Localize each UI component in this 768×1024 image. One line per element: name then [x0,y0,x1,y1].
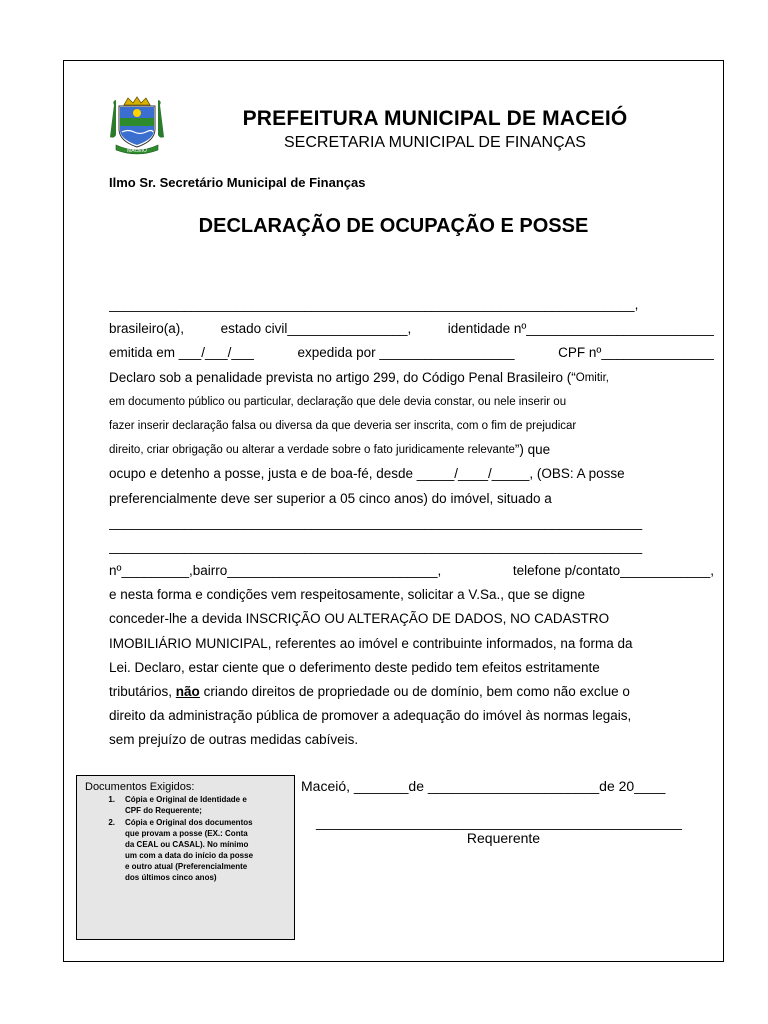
quote-segment: fazer inserir declaração falsa ou diversa da que deveria ser inscrita, com o fim de prejudicar [109,419,577,432]
name-blank: ______________________________________________________________________, [109,297,639,312]
body-line [109,607,714,631]
body-line [109,293,714,317]
civil-status-blank: estado civil________________, [220,321,412,337]
declaration-body [109,293,714,753]
body-line [109,656,714,680]
cpf-blank: CPF nº_______________ [558,345,714,361]
body-text-segment: tributários, [109,684,173,699]
list-item-number: 1. [108,795,115,804]
id-number-blank: identidade nº_________________________ [447,321,714,337]
body-line [109,414,714,438]
body-text-segment: criando direitos de propriedade ou de domínio, bem como não exclue o [203,684,630,699]
body-text-segment: IMOBILIÁRIO MUNICIPAL, referentes ao imóvel e contribuinte informados, na forma da [109,635,633,651]
body-line [109,583,714,607]
signature-label: Requerente [466,830,541,846]
body-text-segment: ”) que [514,442,551,458]
body-line [109,535,714,559]
address-blank: _______________________________________________________________________ [109,514,643,530]
body-text-segment: Declaro sob a penalidade prevista no artigo 299, do Código Penal Brasileiro (“ [109,369,576,385]
body-line [109,632,714,656]
required-documents-list [85,794,288,883]
address-blank: _______________________________________________________________________ [109,538,643,554]
body-line [109,559,714,583]
body-line [109,728,714,752]
body-text-segment: conceder-lhe a devida INSCRIÇÃO OU ALTERAÇÃO DE DADOS, NO CADASTRO [109,611,610,627]
required-documents-box [76,775,295,940]
list-item-text: Cópia e Original de Identidade e CPF do Requerente; [125,795,247,815]
number-neighborhood-blank: nº_________,bairro____________________________, [109,563,442,579]
issuer-blank: expedida por __________________ [297,345,515,361]
body-line [109,390,714,414]
quote-segment: Omitir, [575,371,610,384]
body-text-segment: direito da administração pública de promover a adequação do imóvel às normas legais, [109,708,632,724]
list-item-text: Cópia e Original dos documentos que provam a posse (EX.: Conta da CEAL ou CASAL). No mínimo um com a data do início da posse e outro atual (Preferencialmente dos últimos cinco anos) [125,818,254,882]
body-line [109,704,714,728]
place-date-line: Maceió, _______de ______________________de 20____ [301,778,666,794]
coat-of-arms-icon [106,95,168,157]
body-text-segment: sem prejuízo de outras medidas cabíveis. [109,732,359,748]
body-text-segment: Lei. Declaro, estar ciente que o deferimento deste pedido tem efeitos estritamente [109,659,600,675]
svg-text:MACEIÓ: MACEIÓ [127,148,147,154]
body-line [109,438,714,462]
body-line [109,341,714,365]
page-title: PREFEITURA MUNICIPAL DE MACEIÓ [242,107,628,130]
body-line [109,462,714,486]
body-line [109,366,714,390]
body-text-segment: brasileiro(a), [109,321,185,337]
signature-line: _______________________________________________ [316,814,682,830]
body-text-segment: ocupo e detenho a posse, justa e de boa-fé, desde _____/____/_____, (OBS: A posse [109,466,625,482]
quote-segment: direito, criar obrigação ou alterar a verdade sobre o fato juridicamente relevante [109,444,515,457]
body-line [109,487,714,511]
phone-blank: telefone p/contato____________, [512,563,714,579]
body-line [109,317,714,341]
body-line [109,511,714,535]
list-item [85,817,288,883]
list-item-number: 2. [108,818,115,827]
page-subtitle: SECRETARIA MUNICIPAL DE FINANÇAS [284,134,586,151]
quote-segment: em documento público ou particular, declaração que dele devia constar, ou nele inserir ou [109,395,567,408]
body-text-segment: preferencialmente deve ser superior a 05 cinco anos) do imóvel, situado a [109,490,552,506]
required-documents-heading: Documentos Exigidos: [85,781,195,793]
issue-date-blank: emitida em ___/___/___ [109,345,254,361]
emphasis-nao: não [175,684,200,699]
document-title: DECLARAÇÃO DE OCUPAÇÃO E POSSE [198,215,589,237]
body-line [109,680,714,704]
addressee: Ilmo Sr. Secretário Municipal de Finanças [109,175,366,190]
body-text-segment: e nesta forma e condições vem respeitosamente, solicitar a V.Sa., que se digne [109,587,586,603]
list-item [85,794,288,816]
